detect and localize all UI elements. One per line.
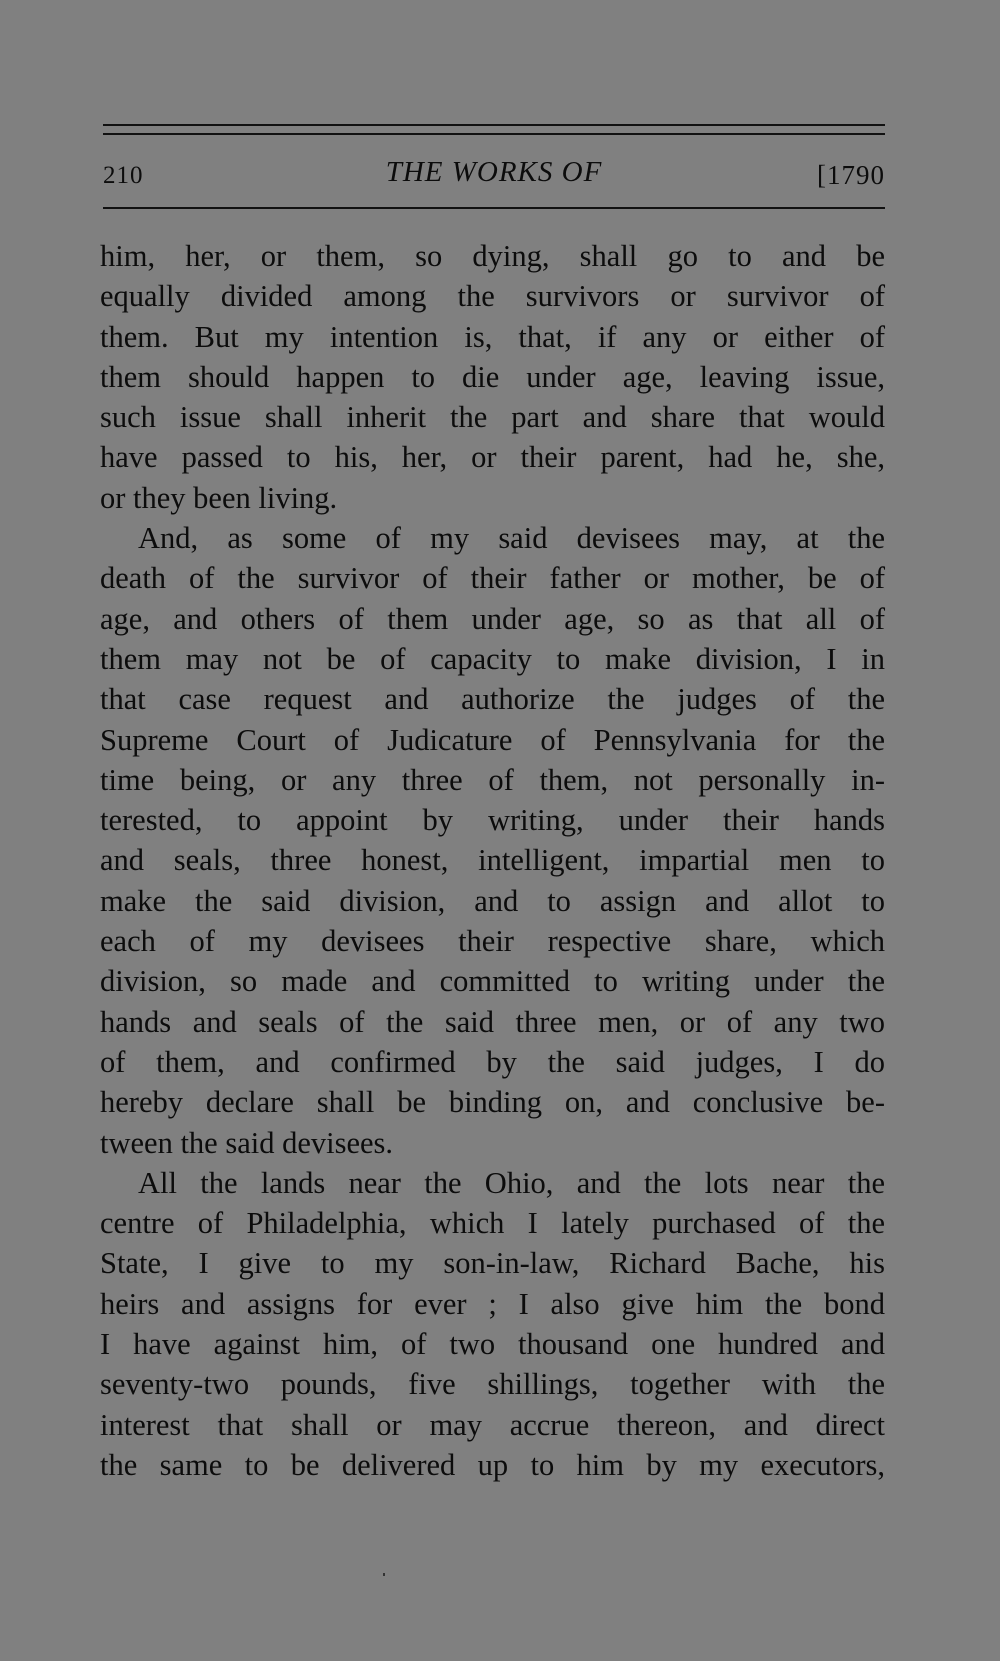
header-year: [1790 bbox=[817, 160, 885, 190]
text-line: time being, or any three of them, not personally in- bbox=[100, 762, 885, 797]
body-text bbox=[100, 236, 885, 1485]
text-line: such issue shall inherit the part and share that would bbox=[100, 400, 885, 435]
text-line: him, her, or them, so dying, shall go to and be bbox=[100, 239, 885, 273]
header-double-rule-lower bbox=[103, 133, 885, 135]
text-line: that case request and authorize the judges of the bbox=[100, 682, 885, 717]
text-line: age, and others of them under age, so as that all of bbox=[100, 601, 885, 636]
text-line: terested, to appoint by writing, under their hands bbox=[100, 803, 885, 838]
text-line: State, I give to my son-in-law, Richard Bache, his bbox=[100, 1246, 885, 1281]
text-line: each of my devisees their respective share, which bbox=[100, 924, 885, 959]
text-line: I have against him, of two thousand one hundred and bbox=[100, 1327, 885, 1362]
text-line: them may not be of capacity to make division, I in bbox=[100, 641, 885, 676]
text-line: seventy-two pounds, five shillings, together with the bbox=[100, 1367, 885, 1402]
text-line: make the said division, and to assign and allot to bbox=[100, 883, 885, 918]
text-line: them. But my intention is, that, if any or either of bbox=[100, 319, 885, 354]
text-line: the same to be delivered up to him by my executors, bbox=[100, 1447, 885, 1482]
text-line: have passed to his, her, or their parent, had he, she, bbox=[100, 440, 885, 475]
header-double-rule-upper bbox=[103, 124, 885, 126]
running-head bbox=[103, 156, 885, 196]
text-line: hereby declare shall be binding on, and conclusive be- bbox=[100, 1085, 885, 1120]
text-line: tween the said devisees. bbox=[100, 1125, 394, 1160]
text-line: or they been living. bbox=[100, 480, 338, 515]
header-rule bbox=[103, 207, 885, 209]
text-line: heirs and assigns for ever ; I also give him the bond bbox=[100, 1286, 885, 1321]
text-line: interest that shall or may accrue thereon, and direct bbox=[100, 1407, 885, 1442]
text-line: and seals, three honest, intelligent, impartial men to bbox=[100, 843, 885, 878]
text-line: equally divided among the survivors or survivor of bbox=[100, 279, 885, 314]
text-line: And, as some of my said devisees may, at the bbox=[138, 521, 885, 556]
text-line: of them, and confirmed by the said judges, I do bbox=[100, 1044, 885, 1079]
text-line: division, so made and committed to writing under the bbox=[100, 964, 885, 999]
page-number: 210 bbox=[103, 162, 144, 189]
text-line: centre of Philadelphia, which I lately purchased of the bbox=[100, 1206, 885, 1241]
text-line: All the lands near the Ohio, and the lots near the bbox=[138, 1165, 885, 1200]
text-line: them should happen to die under age, leaving issue, bbox=[100, 359, 885, 394]
running-title: THE WORKS OF bbox=[385, 156, 603, 188]
page-speck bbox=[383, 1573, 385, 1576]
text-line: Supreme Court of Judicature of Pennsylvania for the bbox=[100, 722, 885, 757]
text-line: death of the survivor of their father or mother, be of bbox=[100, 561, 885, 596]
text-line: hands and seals of the said three men, or of any two bbox=[100, 1004, 885, 1039]
